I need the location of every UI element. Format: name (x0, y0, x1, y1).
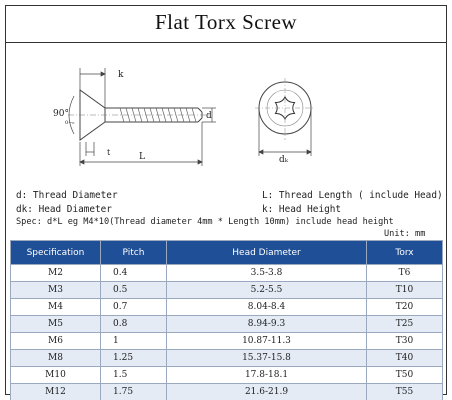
cell-torx: T40 (367, 350, 443, 367)
t-dimension-label: t (107, 148, 111, 157)
table-row (11, 367, 443, 384)
cell-torx: T25 (367, 316, 443, 333)
cell-head-diameter: 5.2-5.5 (167, 282, 367, 299)
def-thread-length: L: Thread Length ( include Head) (262, 190, 443, 201)
cell-head-diameter: 8.04-8.4 (167, 299, 367, 316)
cell-head-diameter: 10.87-11.3 (167, 333, 367, 350)
spec-note: Spec: d*L eg M4*10(Thread diameter 4mm * Length 10mm) include head height (16, 217, 394, 227)
cell-torx: T50 (367, 367, 443, 384)
def-thread-diameter: d: Thread Diameter (16, 190, 118, 201)
cell-spec: M12 (11, 384, 101, 400)
L-dimension-label: L (139, 152, 145, 162)
cell-torx: T55 (367, 384, 443, 400)
page-title: Flat Torx Screw (154, 10, 298, 34)
unit-label: Unit: mm (384, 229, 426, 239)
def-head-diameter: dk: Head Diameter (16, 204, 112, 215)
cell-pitch: 1.25 (101, 350, 167, 367)
def-head-height: k: Head Height (262, 204, 342, 215)
table-row (11, 333, 443, 350)
cell-torx: T30 (367, 333, 443, 350)
table-row (11, 282, 443, 299)
table-row (11, 384, 443, 400)
spec-table (10, 240, 443, 400)
cell-pitch: 1.75 (101, 384, 167, 400)
cell-spec: M3 (11, 282, 101, 299)
cell-head-diameter: 3.5-3.8 (167, 265, 367, 282)
header-specification: Specification (11, 241, 101, 265)
cell-torx: T20 (367, 299, 443, 316)
table-row (11, 299, 443, 316)
header-pitch: Pitch (101, 241, 167, 265)
dk-dimension-label: dₖ (279, 155, 289, 165)
table-row (11, 265, 443, 282)
cell-torx: T6 (367, 265, 443, 282)
table-row (11, 350, 443, 367)
title-divider (5, 42, 447, 43)
cell-pitch: 0.8 (101, 316, 167, 333)
angle-label: 90° (53, 109, 69, 119)
angle-tolerance: 0−₆ (65, 120, 75, 126)
cell-spec: M4 (11, 299, 101, 316)
cell-pitch: 0.4 (101, 265, 167, 282)
cell-spec: M2 (11, 265, 101, 282)
header-torx: Torx (367, 241, 443, 265)
cell-spec: M6 (11, 333, 101, 350)
cell-torx: T10 (367, 282, 443, 299)
cell-pitch: 0.7 (101, 299, 167, 316)
cell-spec: M8 (11, 350, 101, 367)
cell-head-diameter: 8.94-9.3 (167, 316, 367, 333)
table-header-row (11, 241, 443, 265)
cell-head-diameter: 21.6-21.9 (167, 384, 367, 400)
cell-pitch: 0.5 (101, 282, 167, 299)
cell-spec: M10 (11, 367, 101, 384)
d-dimension-label: d (206, 111, 212, 121)
screw-drawing (50, 60, 330, 180)
header-head-diameter: Head Diameter (167, 241, 367, 265)
table-row (11, 316, 443, 333)
cell-pitch: 1.5 (101, 367, 167, 384)
cell-head-diameter: 15.37-15.8 (167, 350, 367, 367)
cell-spec: M5 (11, 316, 101, 333)
k-dimension-label: k (118, 70, 124, 80)
cell-pitch: 1 (101, 333, 167, 350)
cell-head-diameter: 17.8-18.1 (167, 367, 367, 384)
